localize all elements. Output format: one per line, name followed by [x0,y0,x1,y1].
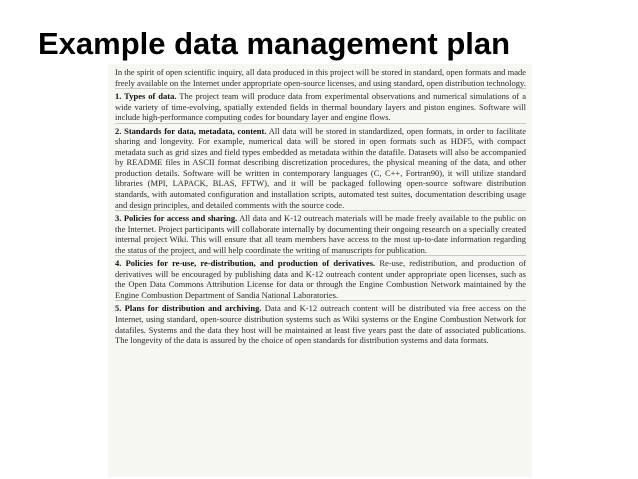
section-heading: 2. Standards for data, metadata, content. [115,125,267,136]
section-distribution-archiving [115,300,526,345]
section-body: All data and K-12 outreach materials will be made freely available to the public on the Internet. Project participants will collaborate internally by documenting their ongoing research on a specially created internal project Wiki. This will ensure that all team members have access to the most up-to-date information regarding the status of the project, and will help coordinate the writing of manuscripts for publication. [115,213,526,255]
section-body: Data and K-12 outreach content will be distributed via free access on the Internet, using standard, open-source distribution systems such as Wiki systems or the Engine Combustion Network for datafiles. Systems and the data they host will be maintained at least five years past the date of associated publications. The longevity of the data is assured by the choice of open standards for distribution systems and data formats. [115,303,527,346]
section-body: The project team will produce data from experimental observations and numerical simulations of a wide variety of time-evolving, spatially extended fields in thermal boundary layers and piston engines. Software will include high-performance computing codes for boundary layer and engine flows. [115,91,526,123]
section-reuse [115,255,526,300]
slide-title: Example data management plan [38,26,511,61]
section-body: All data will be stored in standardized, open formats, in order to facilitate sharing and longevity. For example, numerical data will be stored in open formats such as HDF5, with compact metadata such as grid sizes and field types embedded as metadata within the datafile. Datasets will also be accompanied by README files in ASCII format describing discretization procedures, the physical meaning of the data, and other production details. Software will be written in contemporary languages (C, C++, Fortran90), it will utilize standard libraries (MPI, LAPACK, BLAS, FFTW), and it will be packaged following open-source software distribution standards, with automated configuration and installation scripts, automated test suites, documentation describing usage and design principles, and detailed comments with the source code. [115,125,526,210]
section-body: Re-use, redistribution, and production of derivatives will be encouraged by publishing data and K-12 outreach content under appropriate open licenses, such as the Open Data Commons Attribution License for data or through the Engine Combustion Network maintained by the Engine Combustion Department of Sandia National Laboratories. [115,258,526,300]
section-types-of-data [115,88,526,123]
section-access-sharing [115,210,526,255]
section-heading: 3. Policies for access and sharing. [115,213,238,224]
document-excerpt [108,64,532,477]
section-heading: 5. Plans for distribution and archiving. [115,303,262,314]
section-heading: 1. Types of data. [115,91,177,102]
section-heading: 4. Policies for re-use, re-distribution, and production of derivatives. [115,258,376,269]
intro-paragraph: In the spirit of open scientific inquiry, all data produced in this project will be stored in standard, open formats and made freely available on the Internet under appropriate open-source licenses, and using standard, open distribution technology. [115,67,526,88]
section-standards [115,123,526,210]
